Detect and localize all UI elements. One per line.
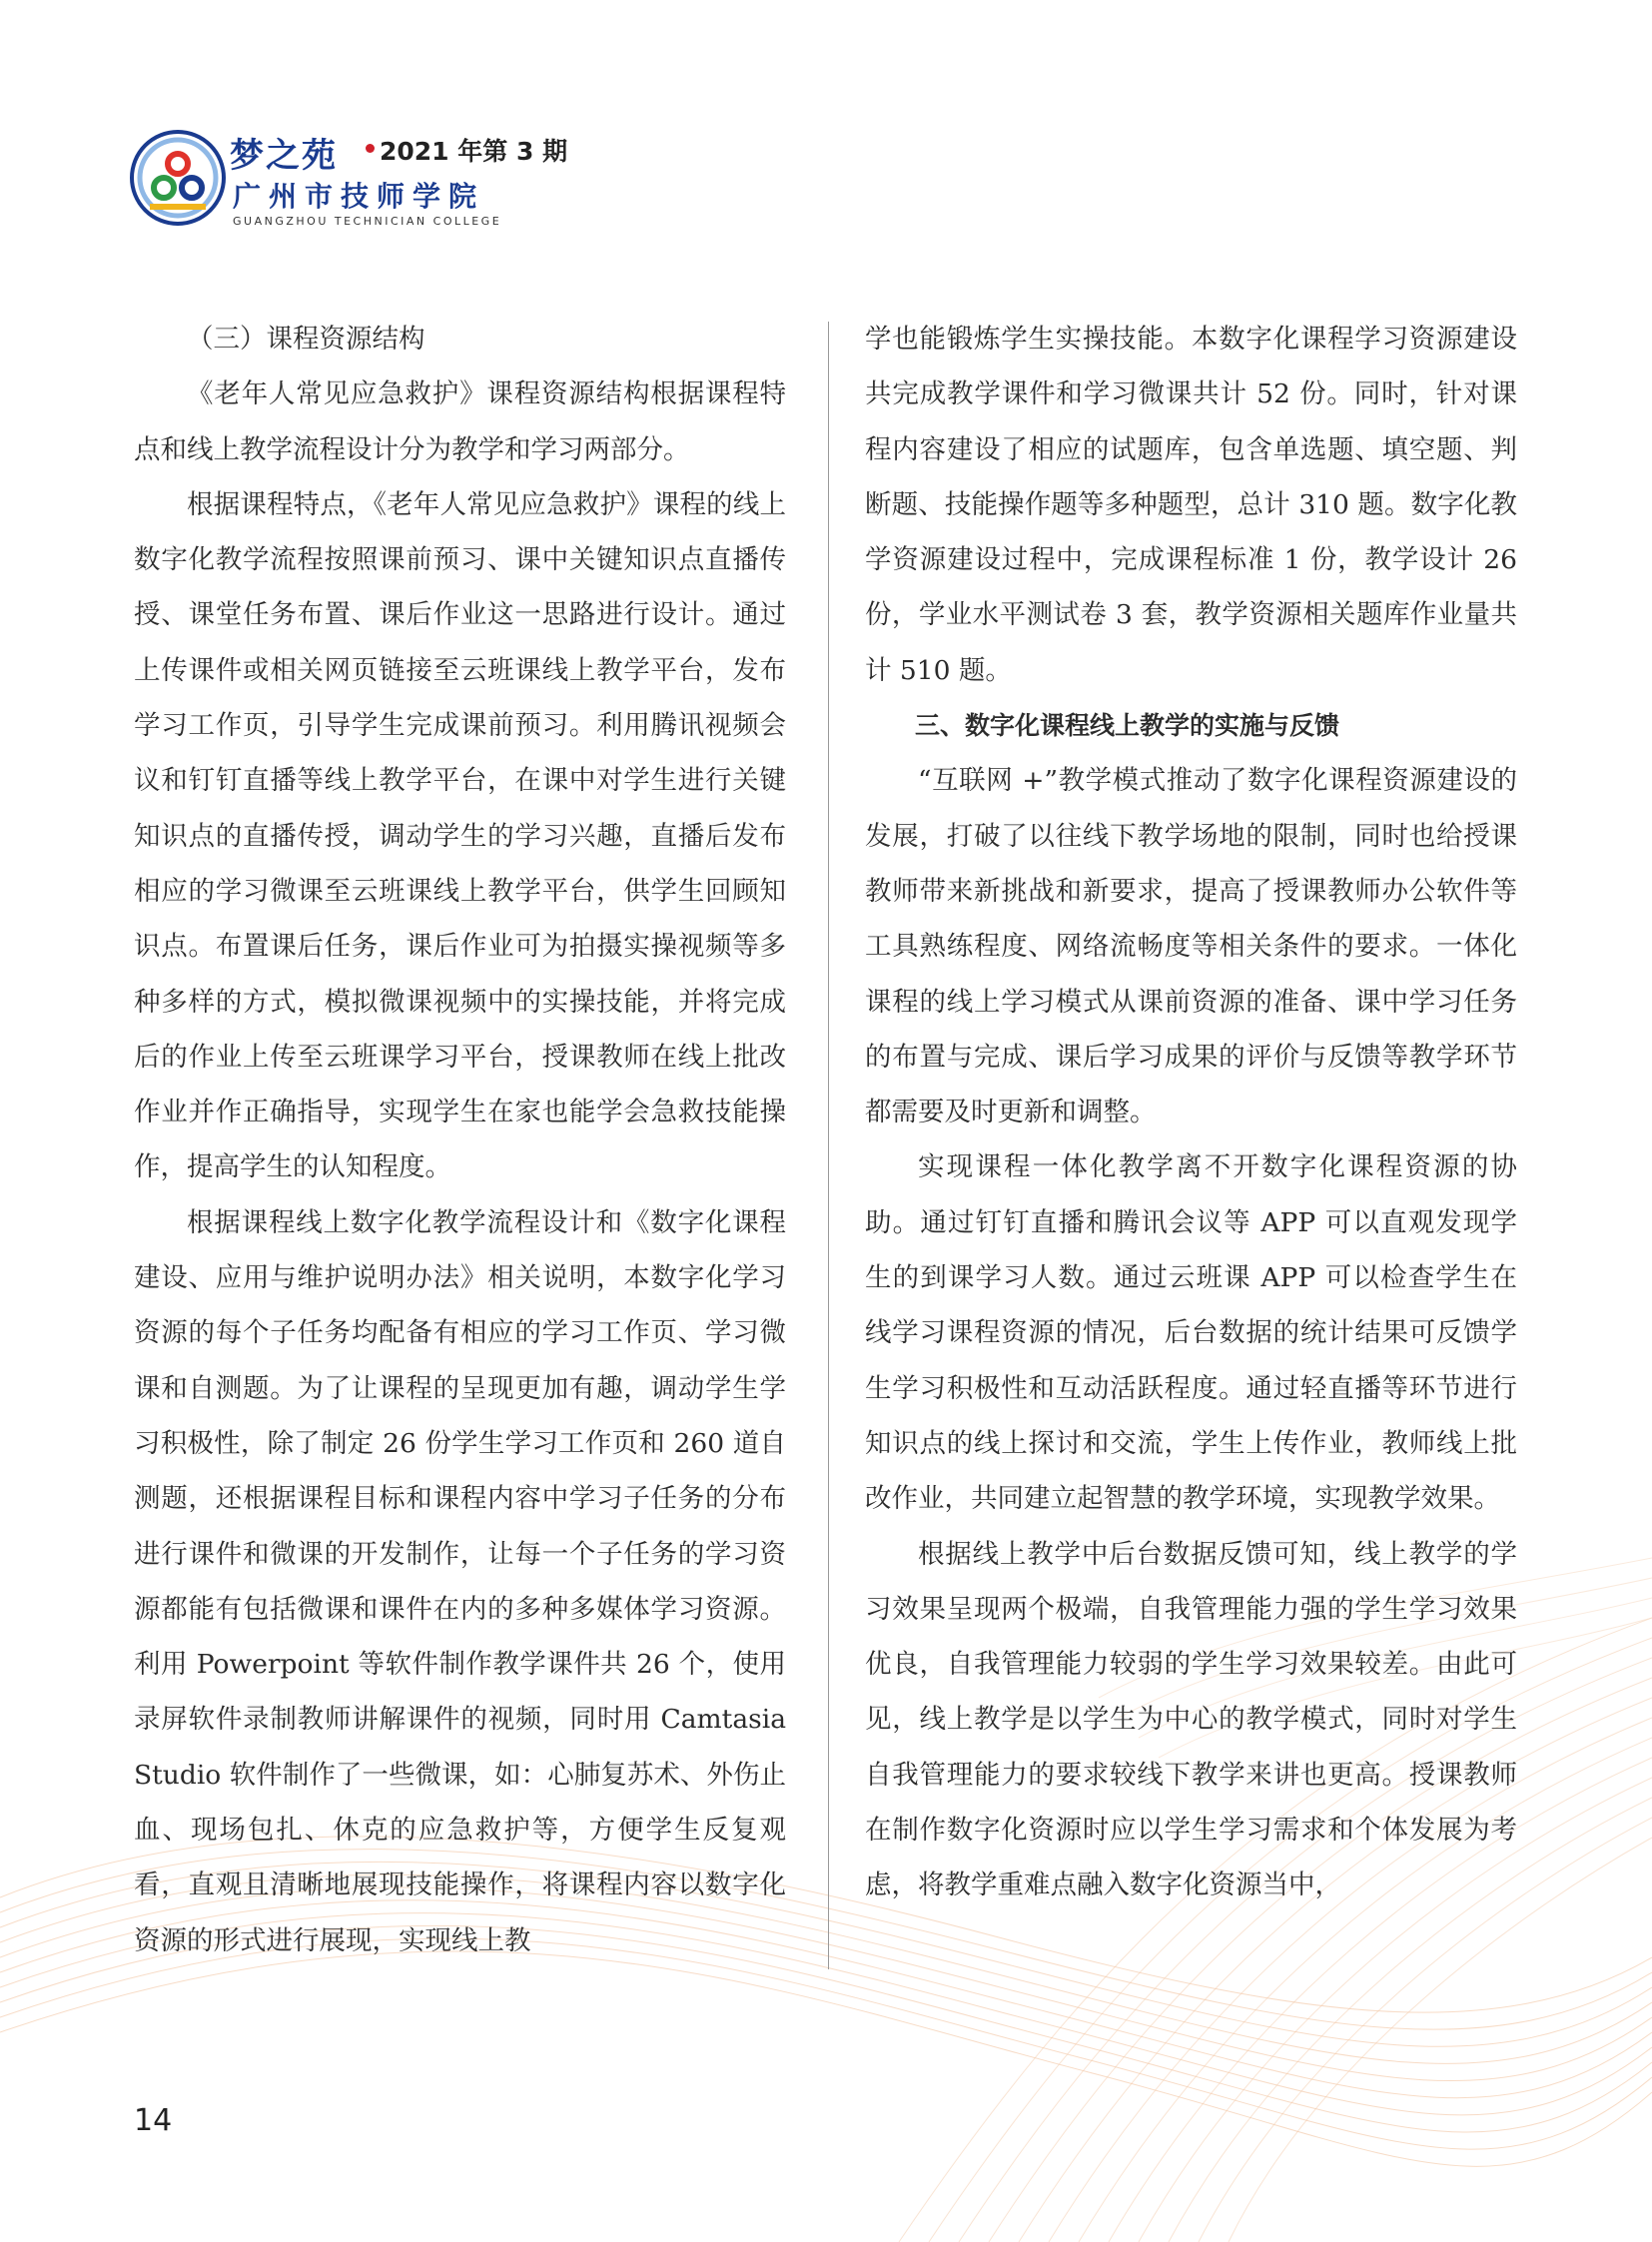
college-name-en: GUANGZHOU TECHNICIAN COLLEGE bbox=[233, 215, 502, 228]
separator-dot bbox=[366, 144, 375, 153]
paragraph-continued: 学也能锻炼学生实操技能。本数字化课程学习资源建设共完成教学课件和学习微课共计 52 份。同时，针对课程内容建设了相应的试题库，包含单选题、填空题、判断题、技能操作题等多种题型，总计 310 题。数字化教学资源建设过程中，完成课程标准 1 份，教学设计 26 份，学业水平测试卷 3 套，教学资源相关题库作业量共计 510 题。 bbox=[865, 324, 1517, 686]
college-name: 广州市技师学院 bbox=[233, 180, 485, 213]
paragraph: “互联网 +”教学模式推动了数字化课程资源建设的发展，打破了以往线下教学场地的限制，同时也给授课教师带来新挑战和新要求，提高了授课教师办公软件等工具熟练程度、网络流畅度等相关条件的要求。一体化课程的线上学习模式从课前资源的准备、课中学习任务的布置与完成、课后学习成果的评价与反馈等教学环节都需要及时更新和调整。 bbox=[865, 765, 1517, 1128]
section-heading: 三、数字化课程线上教学的实施与反馈 bbox=[915, 711, 1340, 741]
right-column bbox=[865, 312, 1517, 1913]
left-column bbox=[134, 312, 786, 1968]
paragraph: 根据课程线上数字化教学流程设计和《数字化课程建设、应用与维护说明办法》相关说明，本数字化学习资源的每个子任务均配备有相应的学习工作页、学习微课和自测题。为了让课程的呈现更加有趣，调动学生学习积极性，除了制定 26 份学生学习工作页和 260 道自测题，还根据课程目标和课程内容中学习子任务的分布进行课件和微课的开发制作，让每一个子任务的学习资源都能有包括微课和课件在内的多种多媒体学习资源。利用 Powerpoint 等软件制作教学课件共 26 个，使用录屏软件录制教师讲解课件的视频，同时用 Camtasia Studio 软件制作了一些微课，如：心肺复苏术、外伤止血、现场包扎、休克的应急救护等，方便学生反复观看，直观且清晰地展现技能操作，将课程内容以数字化资源的形式进行展现，实现线上教 bbox=[134, 1206, 786, 1956]
section-subheading: （三）课程资源结构 bbox=[187, 324, 425, 355]
paragraph: 根据课程特点，《老年人常见应急救护》课程的线上数字化教学流程按照课前预习、课中关键知识点直播传授、课堂任务布置、课后作业这一思路进行设计。通过上传课件或相关网页链接至云班课线上教学平台，发布学习工作页，引导学生完成课前预习。利用腾讯视频会议和钉钉直播等线上教学平台，在课中对学生进行关键知识点的直播传授，调动学生的学习兴趣，直播后发布相应的学习微课至云班课线上教学平台，供学生回顾知识点。布置课后任务，课后作业可为拍摄实操视频等多种多样的方式，模拟微课视频中的实操技能，并将完成后的作业上传至云班课学习平台，授课教师在线上批改作业并作正确指导，实现学生在家也能学会急救技能操作，提高学生的认知程度。 bbox=[134, 488, 786, 1183]
paragraph: 实现课程一体化教学离不开数字化课程资源的协助。通过钉钉直播和腾讯会议等 APP 可以直观发现学生的到课学习人数。通过云班课 APP 可以检查学生在线学习课程资源的情况，后台数据的统计结果可反馈学生学习积极性和互动活跃程度。通过轻直播等环节进行知识点的线上探讨和交流，学生上传作业，教师线上批改作业，共同建立起智慧的教学环境，实现教学效果。 bbox=[865, 1151, 1517, 1515]
paragraph: 《老年人常见应急救护》课程资源结构根据课程特点和线上教学流程设计分为教学和学习两部分。 bbox=[134, 378, 786, 465]
page-number: 14 bbox=[134, 2103, 173, 2138]
column-divider bbox=[828, 322, 829, 1969]
paragraph: 根据线上教学中后台数据反馈可知，线上教学的学习效果呈现两个极端，自我管理能力强的学生学习效果优良，自我管理能力较弱的学生学习效果较差。由此可见，线上教学是以学生为中心的教学模式，同时对学生自我管理能力的要求较线下教学来讲也更高。授课教师在制作数字化资源时应以学生学习需求和个体发展为考虑，将教学重难点融入数字化资源当中， bbox=[865, 1538, 1517, 1901]
issue-label: 2021 年第 3 期 bbox=[380, 137, 568, 166]
page-header bbox=[130, 120, 629, 230]
college-logo bbox=[130, 130, 226, 226]
magazine-title: 梦之苑 bbox=[230, 136, 338, 176]
